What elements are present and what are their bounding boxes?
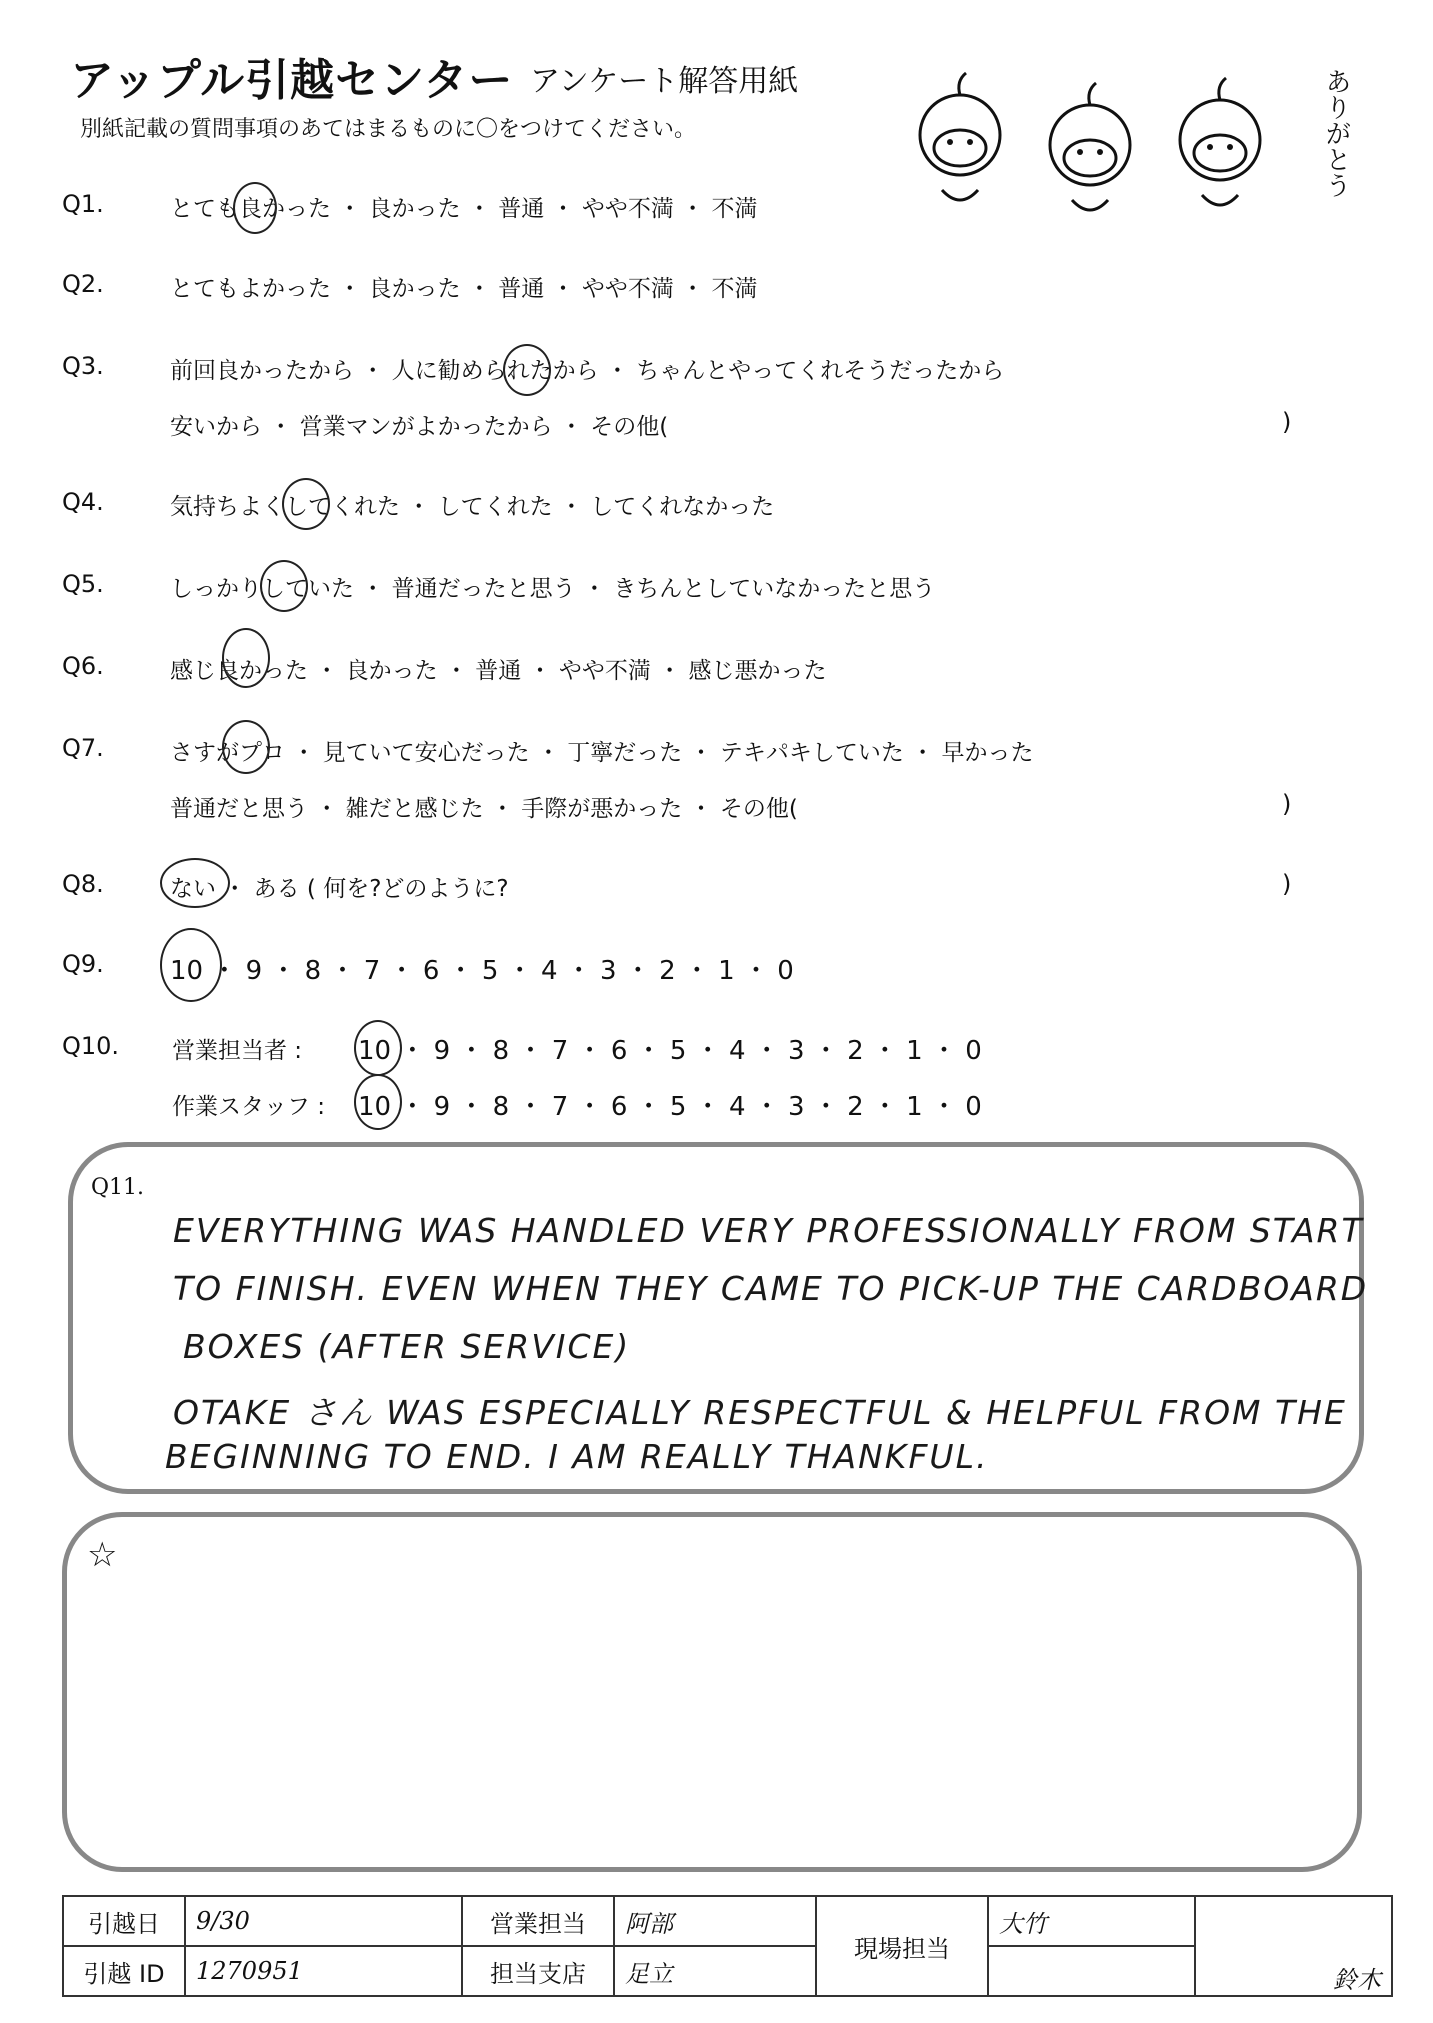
q5-label: Q5. bbox=[62, 570, 104, 598]
q10-staff-answer-circle bbox=[354, 1074, 402, 1130]
q3-answer-circle bbox=[503, 344, 551, 396]
sales-value: 阿部 bbox=[614, 1896, 816, 1946]
q10-sales-label: 営業担当者 : bbox=[172, 1038, 303, 1064]
q6-answer-circle bbox=[222, 628, 270, 688]
sales-label: 営業担当 bbox=[462, 1896, 614, 1946]
q4-label: Q4. bbox=[62, 488, 104, 516]
move-id-label: 引越 ID bbox=[63, 1946, 185, 1996]
free-comment-box[interactable] bbox=[62, 1512, 1362, 1872]
star-icon: ☆ bbox=[87, 1535, 118, 1575]
q11-label: Q11. bbox=[91, 1175, 145, 1200]
comment-line-3: BOXES (AFTER SERVICE) bbox=[183, 1327, 631, 1366]
company-title: アップル引越センター bbox=[70, 55, 514, 106]
site-value-1: 大竹 bbox=[988, 1896, 1195, 1946]
q3-close-paren: ) bbox=[1282, 408, 1292, 436]
q7-answer-circle bbox=[222, 720, 270, 774]
q4-answer-circle bbox=[282, 478, 330, 530]
q5-options: しっかりしていた ・ 普通だったと思う ・ きちんとしていなかったと思う bbox=[170, 576, 936, 602]
instruction-text: 別紙記載の質問事項のあてはまるものに〇をつけてください。 bbox=[80, 117, 697, 142]
q10-staff-scale: 10 ・ 9 ・ 8 ・ 7 ・ 6 ・ 5 ・ 4 ・ 3 ・ 2 ・ 1 ・ 0 bbox=[358, 1092, 982, 1122]
q7-options-line1: さすがプロ ・ 見ていて安心だった ・ 丁寧だった ・ テキパキしていた ・ 早かった bbox=[170, 740, 1034, 766]
move-id-value: 1270951 bbox=[185, 1946, 462, 1996]
move-date-label: 引越日 bbox=[63, 1896, 185, 1946]
q9-answer-circle bbox=[160, 928, 222, 1002]
q9-scale: 10 ・ 9 ・ 8 ・ 7 ・ 6 ・ 5 ・ 4 ・ 3 ・ 2 ・ 1 ・ 0 bbox=[170, 956, 794, 986]
q7-label: Q7. bbox=[62, 734, 104, 762]
comment-line-2: TO FINISH. EVEN WHEN THEY CAME TO PICK-UP THE CARDBOARD bbox=[173, 1269, 1369, 1308]
comment-box[interactable] bbox=[68, 1142, 1369, 1494]
q10-staff-label: 作業スタッフ : bbox=[172, 1094, 326, 1120]
branch-value: 足立 bbox=[614, 1946, 816, 1996]
mascot-caption: ありがとう bbox=[1321, 68, 1351, 198]
q1-options: とても良かった ・ 良かった ・ 普通 ・ やや不満 ・ 不満 bbox=[170, 196, 758, 222]
q3-label: Q3. bbox=[62, 352, 104, 380]
q8-close-paren: ) bbox=[1282, 870, 1292, 898]
comment-line-1: EVERYTHING WAS HANDLED VERY PROFESSIONALLY FROM START bbox=[173, 1211, 1364, 1250]
q10-sales-answer-circle bbox=[354, 1020, 402, 1076]
q1-answer-circle bbox=[233, 182, 277, 234]
q2-options: とてもよかった ・ 良かった ・ 普通 ・ やや不満 ・ 不満 bbox=[170, 276, 758, 302]
site-empty-cell bbox=[988, 1946, 1195, 1996]
q1-label: Q1. bbox=[62, 190, 104, 218]
comment-line-5: BEGINNING TO END. I AM REALLY THANKFUL. bbox=[165, 1437, 989, 1476]
q6-label: Q6. bbox=[62, 652, 104, 680]
footer-table bbox=[62, 1895, 1393, 1997]
q3-options-line2: 安いから ・ 営業マンがよかったから ・ その他( bbox=[170, 414, 669, 440]
mascot-illustration bbox=[890, 60, 1310, 220]
comment-line-4: OTAKE さん WAS ESPECIALLY RESPECTFUL & HELPFUL FROM THE bbox=[173, 1393, 1347, 1432]
q5-answer-circle bbox=[260, 560, 308, 612]
q6-options: 感じ良かった ・ 良かった ・ 普通 ・ やや不満 ・ 感じ悪かった bbox=[170, 658, 827, 684]
q8-answer-circle bbox=[160, 858, 230, 908]
q7-options-line2: 普通だと思う ・ 雑だと感じた ・ 手際が悪かった ・ その他( bbox=[170, 796, 798, 822]
q10-label: Q10. bbox=[62, 1032, 120, 1060]
q3-options-line1: 前回良かったから ・ 人に勧められたから ・ ちゃんとやってくれそうだったから bbox=[170, 358, 1005, 384]
q2-label: Q2. bbox=[62, 270, 104, 298]
q4-options: 気持ちよくしてくれた ・ してくれた ・ してくれなかった bbox=[170, 494, 775, 520]
branch-label: 担当支店 bbox=[462, 1946, 614, 1996]
site-value-2: 鈴木 bbox=[1195, 1896, 1392, 1996]
q9-label: Q9. bbox=[62, 950, 104, 978]
site-label: 現場担当 bbox=[816, 1896, 988, 1996]
q8-label: Q8. bbox=[62, 870, 104, 898]
q7-close-paren: ) bbox=[1282, 790, 1292, 818]
q10-sales-scale: 10 ・ 9 ・ 8 ・ 7 ・ 6 ・ 5 ・ 4 ・ 3 ・ 2 ・ 1 ・ 0 bbox=[358, 1036, 982, 1066]
q8-options: ない ・ ある ( 何を?どのように? bbox=[170, 876, 509, 902]
move-date-value: 9/30 bbox=[185, 1896, 462, 1946]
form-subtitle: アンケート解答用紙 bbox=[530, 64, 799, 99]
